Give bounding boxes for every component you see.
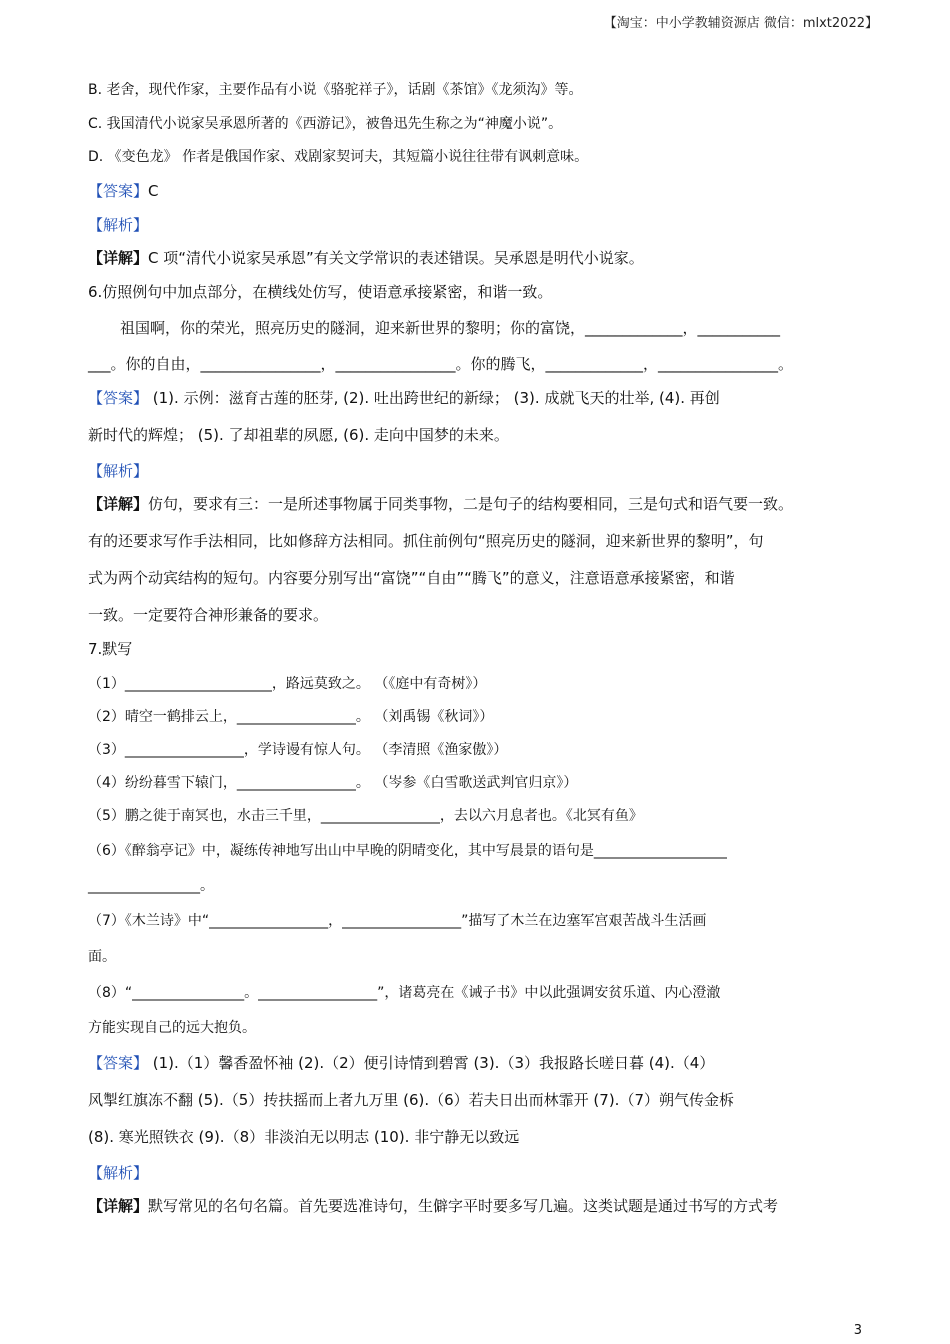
answer-label: 【答案】 [88,182,149,200]
detail-label: 【详解】 [88,249,149,267]
q6-example-line2: ___。你的自由，________________，________________。你的腾飞，_____________，________________。 [88,355,794,373]
detail-text: 仿句，要求有三：一是所述事物属于同类事物，二是句子的结构要相同，三是句式和语气要一致。 [148,495,794,513]
detail-text: C 项“清代小说家吴承恩”有关文学常识的表述错误。吴承恩是明代小说家。 [148,249,644,267]
q7-prompt: 7.默写 [88,640,133,658]
q7-item: （1）_____________________，路远莫致之。 （《庭中有奇树》） [88,676,487,692]
q7-answer-line2: 风掣红旗冻不翻 (5).（5）抟扶摇而上者九万里 (6).（6）若夫日出而林霏开 (7).（7）朔气传金柝 [88,1091,734,1109]
q5-analysis-label: 【解析】 [88,216,149,234]
header-note: 【淘宝：中小学教辅资源店 微信：mlxt2022】 [603,16,878,31]
q6-answer-line1 [88,388,874,408]
q7-item: （7）《木兰诗》中“_________________，_________________”描写了木兰在边塞军宫艰苦战斗生活画 [88,913,707,929]
detail-label: 【详解】 [88,1197,149,1215]
q7-item-continued: ________________。 [88,878,214,894]
answer-value: C [148,182,159,200]
q6-detail-line3: 式为两个动宾结构的短句。内容要分别写出“富饶”“自由”“腾飞”的意义，注意语意承接紧密，和谐 [88,569,735,587]
detail-text: 默写常见的名句名篇。首先要选准诗句，生僻字平时要多写几遍。这类试题是通过书写的方式考 [148,1197,779,1215]
q7-answer-line3: (8). 寒光照铁衣 (9).（8）非淡泊无以明志 (10). 非宁静无以致远 [88,1128,520,1146]
q7-analysis-label: 【解析】 [88,1164,149,1182]
q7-detail [88,1196,874,1216]
option-d: D. 《变色龙》 作者是俄国作家、戏剧家契诃夫，其短篇小说往往带有讽刺意味。 [88,149,589,165]
q7-item: （8）“________________。_________________”，诸葛亮在《诫子书》中以此强调安贫乐道、内心澄澈 [88,985,721,1001]
q7-item: （6）《醉翁亭记》中，凝练传神地写出山中早晚的阴晴变化，其中写晨景的语句是___________________ [88,843,727,859]
q7-item-continued: 方能实现自己的远大抱负。 [88,1020,256,1036]
q6-detail-line2: 有的还要求写作手法相同，比如修辞方法相同。抓住前例句“照亮历史的隧洞，迎来新世界的黎明”，句 [88,532,764,550]
option-c: C. 我国清代小说家吴承恩所著的《西游记》，被鲁迅先生称之为“神魔小说”。 [88,116,563,132]
q7-item-continued: 面。 [88,949,116,965]
q7-item: （3）_________________，学诗谩有惊人句。 （李清照《渔家傲》） [88,742,508,758]
q5-detail [88,248,874,268]
q6-example-line1: 祖国啊，你的荣光，照亮历史的隧洞，迎来新世界的黎明；你的富饶，_____________，___________ [120,319,781,337]
q6-analysis-label: 【解析】 [88,462,149,480]
q7-answer-line1 [88,1053,874,1073]
option-b: B. 老舍，现代作家，主要作品有小说《骆驼祥子》，话剧《茶馆》《龙须沟》等。 [88,82,583,98]
q7-item: （2）晴空一鹤排云上，_________________。 （刘禹锡《秋词》） [88,709,494,725]
q6-prompt: 6.仿照例句中加点部分，在横线处仿写，使语意承接紧密，和谐一致。 [88,283,553,301]
q6-detail-line1 [88,494,874,514]
answer-label: 【答案】 [88,1054,149,1072]
q6-answer-line2: 新时代的辉煌； (5). 了却祖辈的夙愿, (6). 走向中国梦的未来。 [88,426,509,444]
detail-label: 【详解】 [88,495,149,513]
answer-text: (1).（1）馨香盈怀袖 (2).（2）便引诗情到碧霄 (3).（3）我报路长嗟日暮 (4).（4） [148,1054,715,1072]
q6-detail-line4: 一致。一定要符合神形兼备的要求。 [88,606,329,624]
q7-item: （4）纷纷暮雪下辕门，_________________。 （岑参《白雪歌送武判官归京》） [88,775,578,791]
q5-answer [88,181,874,201]
answer-text: (1). 示例：滋育古莲的胚芽, (2). 吐出跨世纪的新绿； (3). 成就飞天的壮举, (4). 再创 [148,389,720,407]
answer-label: 【答案】 [88,389,149,407]
page-number: 3 [853,1323,862,1338]
q7-item: （5）鹏之徙于南冥也，水击三千里，_________________，去以六月息者也。《北冥有鱼》 [88,808,643,824]
